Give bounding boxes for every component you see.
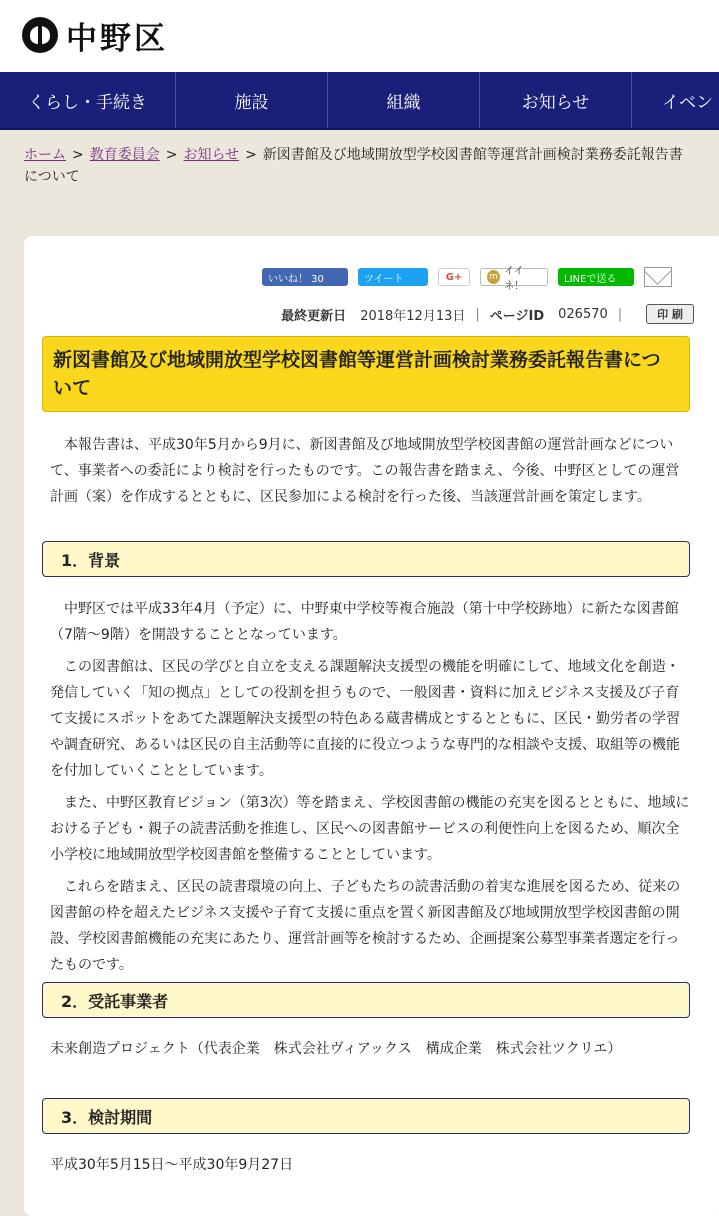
nav-item-kurashi[interactable]: くらし・手続き xyxy=(0,72,176,128)
print-button[interactable]: 印 刷 xyxy=(646,304,694,324)
mail-icon[interactable] xyxy=(644,267,672,287)
content-card xyxy=(24,236,719,1216)
nav-item-event[interactable]: イベン xyxy=(662,92,713,113)
breadcrumb-current: 新図書館及び地域開放型学校図書館等運営計画検討業務委託報告書について xyxy=(24,147,683,185)
page-meta xyxy=(281,304,694,324)
google-plus-button[interactable]: G+ xyxy=(438,268,470,286)
period-paragraph: 平成30年5月15日〜平成30年9月27日 xyxy=(50,1157,294,1173)
updated-label: 最終更新日 xyxy=(281,308,347,324)
mixi-check-button[interactable] xyxy=(480,266,548,292)
nakano-emblem-icon xyxy=(22,17,58,53)
page-id-value: 026570 xyxy=(558,306,608,322)
breadcrumb-separator: > xyxy=(165,147,178,163)
twitter-tweet-button[interactable]: ツイート xyxy=(358,268,428,286)
page-id-label: ページID xyxy=(489,308,545,324)
breadcrumb-home-link[interactable]: ホーム xyxy=(24,147,66,163)
mixi-icon: m xyxy=(487,270,500,284)
site-logo[interactable] xyxy=(22,12,168,58)
meta-divider: | xyxy=(617,306,623,322)
breadcrumb-separator: > xyxy=(245,147,257,163)
site-header xyxy=(0,0,719,72)
global-nav xyxy=(0,72,719,130)
section-heading-background: 1．背景 xyxy=(42,541,690,577)
social-share-bar xyxy=(262,266,672,292)
section-heading-period: 3．検討期間 xyxy=(42,1098,690,1134)
updated-value: 2018年12月13日 xyxy=(360,308,466,324)
background-paragraph-1: 中野区では平成33年4月（予定）に、中野東中学校等複合施設（第十中学校跡地）に新たな図書館（7階〜9階）を開設することとなっています。 xyxy=(50,601,679,643)
breadcrumb-board-link[interactable]: 教育委員会 xyxy=(89,147,160,163)
nav-item-soshiki[interactable]: 組織 xyxy=(328,72,480,128)
intro-paragraph: 本報告書は、平成30年5月から9月に、新図書館及び地域開放型学校図書館の運営計画などについて、事業者への委託により検討を行ったものです。この報告書を踏まえ、今後、中野区としての運営計画（案）を作成するとともに、区民参加による検討を行った後、当該運営計画を策定します。 xyxy=(50,437,680,505)
section-heading-contractor: 2．受託事業者 xyxy=(42,982,690,1018)
logo-text: 中野区 xyxy=(66,20,168,57)
background-paragraph-3: また、中野区教育ビジョン（第3次）等を踏まえ、学校図書館の機能の充実を図るとともに、地域における子ども・親子の読書活動を推進し、区民への図書館サービスの利便性向上を図るため、順次全小学校に地域開放型学校図書館を整備することとしています。 xyxy=(50,795,690,863)
background-paragraph-4: これらを踏まえ、区民の読書環境の向上、子どもたちの読書活動の着実な進展を図るため、従来の図書館の枠を超えたビジネス支援や子育て支援に重点を置く新図書館及び地域開放型学校図書館の開設、学校図書館機能の充実にあたり、運営計画等を検討するため、企画提案公募型事業者選定を行ったものです。 xyxy=(50,879,681,973)
contractor-paragraph: 未来創造プロジェクト（代表企業 株式会社ヴィアックス 構成企業 株式会社ツクリエ） xyxy=(50,1041,622,1057)
background-paragraph-2: この図書館は、区民の学びと自立を支える課題解決支援型の機能を明確にして、地域文化を創造・発信していく「知の拠点」としての役割を担うもので、一般図書・資料に加えビジネス支援及び子育て支援にスポットをあてた課題解決支援型の特色ある蔵書構成とするとともに、区民・勤労者の学習や調査研究、あるいは区民の自主活動等に直接的に役立つような専門的な相談や支援、取組等の機能を付加していくこととしています。 xyxy=(50,659,680,779)
breadcrumb xyxy=(0,130,719,222)
breadcrumb-separator: > xyxy=(72,147,84,163)
nav-item-shisetsu[interactable]: 施設 xyxy=(176,72,328,128)
line-send-button[interactable]: LINEで送る xyxy=(558,268,634,286)
facebook-like-button[interactable]: いいね！ 30 xyxy=(262,268,348,286)
meta-divider: | xyxy=(475,306,480,322)
page-title: 新図書館及び地域開放型学校図書館等運営計画検討業務委託報告書について xyxy=(42,336,690,412)
mixi-label: イイネ！ xyxy=(504,266,525,292)
breadcrumb-news-link[interactable]: お知らせ xyxy=(183,147,240,163)
nav-item-oshirase[interactable]: お知らせ xyxy=(480,72,632,128)
